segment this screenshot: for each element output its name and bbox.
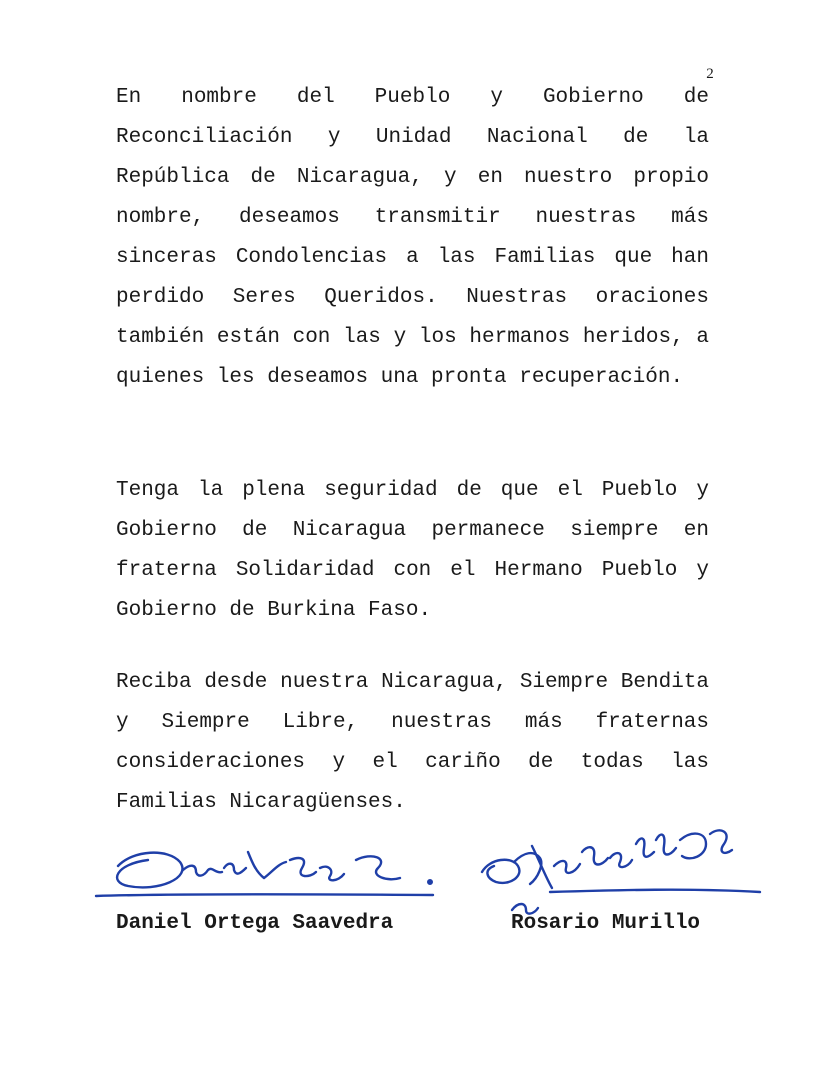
paragraph-closing: Reciba desde nuestra Nicaragua, Siempre Bendita y Siempre Libre, nuestras más fraternas consideraciones y el cariño de todas las Familias Nicaragüenses. xyxy=(116,671,709,814)
signer-name-murillo: Rosario Murillo xyxy=(511,912,701,935)
paragraph-solidarity: Tenga la plena seguridad de que el Pueblo y Gobierno de Nicaragua permanece siempre en fraterna Solidaridad con el Hermano Pueblo y Gobierno de Burkina Faso. xyxy=(116,479,709,622)
page-number: 2 xyxy=(706,66,714,82)
signature-ortega xyxy=(88,838,448,908)
paragraph-condolences: En nombre del Pueblo y Gobierno de Reconciliación y Unidad Nacional de la República de Nicaragua, y en nuestro propio nombre, deseamos transmitir nuestras más sinceras Condolencias a las Familias que han perdido Seres Queridos. Nuestras oraciones también están con las y los hermanos heridos, a quienes les deseamos una pronta recuperación. xyxy=(116,86,709,389)
signer-name-ortega: Daniel Ortega Saavedra xyxy=(116,912,394,935)
signature-murillo xyxy=(470,822,770,917)
